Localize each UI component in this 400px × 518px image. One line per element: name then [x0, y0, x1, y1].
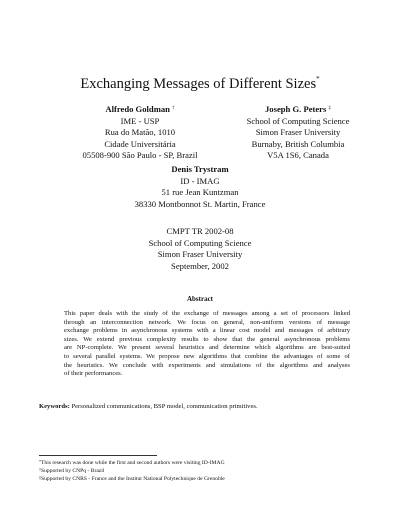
footnote-divider — [39, 455, 157, 456]
author-name-text: Alfredo Goldman — [105, 104, 170, 114]
footnote-mark: † — [39, 467, 41, 473]
footnotes — [39, 459, 379, 484]
author-affiliation-line: 38330 Montbonnot St. Martin, France — [134, 198, 266, 209]
paper-title — [0, 76, 400, 93]
keywords-text: Personalized communications, BSP model, communication primitives. — [71, 403, 258, 410]
report-school: School of Computing Science — [148, 237, 252, 248]
footnote — [39, 459, 379, 467]
abstract-body — [64, 310, 350, 379]
author-name — [224, 104, 372, 116]
author-footnote-mark: † — [172, 106, 175, 111]
abstract-line: This paper deals with the study of the exchange of messages among a set of processors linked — [64, 310, 350, 317]
author-affiliation-line: Simon Fraser University — [255, 127, 341, 138]
technical-report-block — [0, 226, 400, 272]
abstract-line: the heuristics. We conclude with experiments and simulations of the algorithms and analyses — [64, 361, 350, 369]
abstract-line: of their performances. — [64, 370, 123, 378]
footnote-text: Supported by CNPq - Brazil — [41, 468, 105, 475]
author-affiliation-line: Burnaby, British Columbia — [251, 138, 345, 149]
abstract-line: to several parallel systems. We propose new algorithms that combine the advantages of some of — [64, 352, 350, 360]
abstract-line: are NP-complete. We present several heuristics and determine which algorithms are best-suited — [64, 344, 350, 352]
report-date: September, 2002 — [171, 260, 229, 271]
abstract-line: exchange problems in asynchronous systems with a linear cost model and messages of arbitrary — [64, 327, 350, 335]
author-affiliation-line: Rua do Matão, 1010 — [104, 127, 176, 138]
author-affiliation-line: V5A 1S6, Canada — [267, 150, 329, 161]
footnote — [39, 467, 379, 475]
author-affiliation-line: 51 rue Jean Kuntzman — [161, 187, 239, 198]
footnote-mark: * — [39, 459, 41, 464]
author-affiliation-line: ID - IMAG — [180, 175, 220, 186]
footnote-mark: ‡ — [39, 475, 41, 481]
author-name — [60, 104, 220, 116]
author-name: Denis Trystram — [171, 164, 229, 174]
author-affiliation-line: 05508-900 São Paulo - SP, Brazil — [82, 150, 198, 161]
author-block-peters — [224, 104, 372, 162]
author-block-goldman — [60, 104, 220, 162]
author-affiliation-line: Cidade Universitária — [104, 138, 176, 149]
keywords — [39, 403, 379, 410]
keywords-label: Keywords: — [39, 403, 70, 410]
report-number: CMPT TR 2002-08 — [166, 226, 234, 236]
report-university: Simon Fraser University — [157, 249, 243, 260]
author-footnote-mark: ‡ — [328, 106, 331, 111]
author-affiliation-line: IME - USP — [120, 115, 160, 126]
author-block-trystram — [0, 164, 400, 210]
abstract-heading: Abstract — [186, 295, 214, 303]
footnote — [39, 475, 379, 483]
title-footnote-mark: * — [316, 75, 320, 83]
title-text: Exchanging Messages of Different Sizes — [80, 76, 317, 92]
abstract-line: sizes. We extend previous complexity results to show that the general asynchronous problems — [64, 335, 350, 343]
abstract-line: through an interconnection network. We focus on general, non-uniform versions of message — [64, 318, 350, 326]
author-name-text: Joseph G. Peters — [265, 104, 327, 114]
author-affiliation-line: School of Computing Science — [246, 115, 350, 126]
footnote-text: Supported by CNRS - France and the Institut National Polytechnique de Grenoble — [41, 476, 225, 483]
footnote-text: This research was done while the first and second authors were visiting ID-IMAG — [41, 460, 225, 466]
